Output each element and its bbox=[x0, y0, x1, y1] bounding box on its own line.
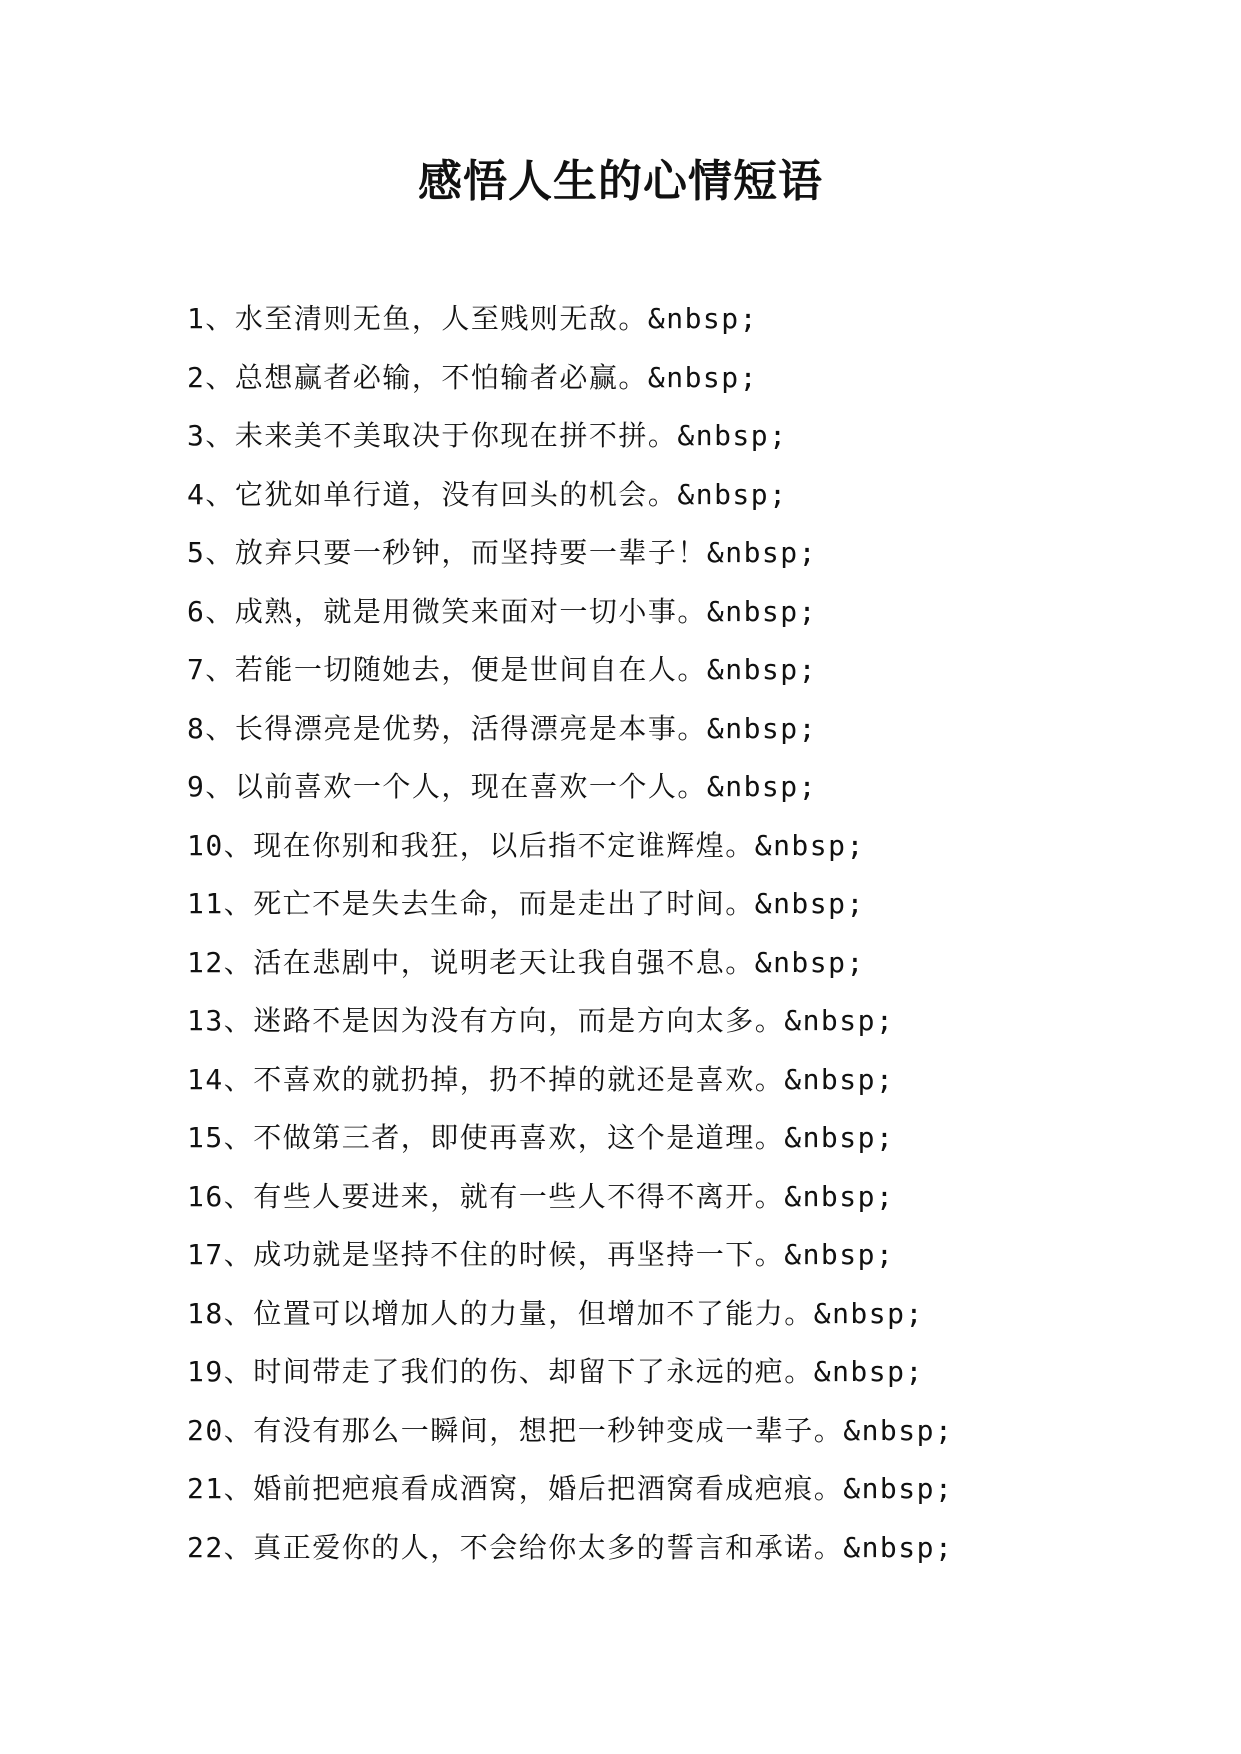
quote-list bbox=[187, 290, 1187, 1577]
quote-line-6: 6、成熟，就是用微笑来面对一切小事。&nbsp; bbox=[187, 594, 818, 628]
quote-line-7: 7、若能一切随她去，便是世间自在人。&nbsp; bbox=[187, 653, 818, 686]
quote-line-14: 14、不喜欢的就扔掉，扔不掉的就还是喜欢。&nbsp; bbox=[187, 1062, 895, 1096]
quote-line-16: 16、有些人要进来，就有一些人不得不离开。&nbsp; bbox=[187, 1179, 895, 1213]
quote-line-11: 11、死亡不是失去生命，而是走出了时间。&nbsp; bbox=[187, 887, 865, 920]
quote-line-18: 18、位置可以增加人的力量，但增加不了能力。&nbsp; bbox=[187, 1296, 924, 1330]
quote-line-10: 10、现在你别和我狂，以后指不定谁辉煌。&nbsp; bbox=[187, 828, 865, 862]
quote-line-15: 15、不做第三者，即使再喜欢，这个是道理。&nbsp; bbox=[187, 1121, 895, 1154]
quote-line-8: 8、长得漂亮是优势，活得漂亮是本事。&nbsp; bbox=[187, 711, 818, 745]
quote-line-22: 22、真正爱你的人，不会给你太多的誓言和承诺。&nbsp; bbox=[187, 1530, 954, 1564]
page-title: 感悟人生的心情短语 bbox=[418, 156, 823, 207]
quote-line-1: 1、水至清则无鱼，人至贱则无敌。&nbsp; bbox=[187, 302, 759, 335]
quote-line-19: 19、时间带走了我们的伤、却留下了永远的疤。&nbsp; bbox=[187, 1355, 924, 1388]
quote-line-21: 21、婚前把疤痕看成酒窝，婚后把酒窝看成疤痕。&nbsp; bbox=[187, 1472, 954, 1505]
quote-line-9: 9、以前喜欢一个人，现在喜欢一个人。&nbsp; bbox=[187, 770, 818, 803]
quote-line-2: 2、总想赢者必输，不怕输者必赢。&nbsp; bbox=[187, 360, 759, 394]
quote-line-13: 13、迷路不是因为没有方向，而是方向太多。&nbsp; bbox=[187, 1004, 895, 1037]
quote-line-3: 3、未来美不美取决于你现在拼不拼。&nbsp; bbox=[187, 419, 788, 452]
quote-line-12: 12、活在悲剧中，说明老天让我自强不息。&nbsp; bbox=[187, 945, 865, 979]
quote-line-5: 5、放弃只要一秒钟，而坚持要一辈子！&nbsp; bbox=[187, 536, 818, 569]
quote-line-4: 4、它犹如单行道，没有回头的机会。&nbsp; bbox=[187, 477, 788, 511]
quote-line-20: 20、有没有那么一瞬间，想把一秒钟变成一辈子。&nbsp; bbox=[187, 1413, 954, 1447]
quote-line-17: 17、成功就是坚持不住的时候，再坚持一下。&nbsp; bbox=[187, 1238, 895, 1271]
